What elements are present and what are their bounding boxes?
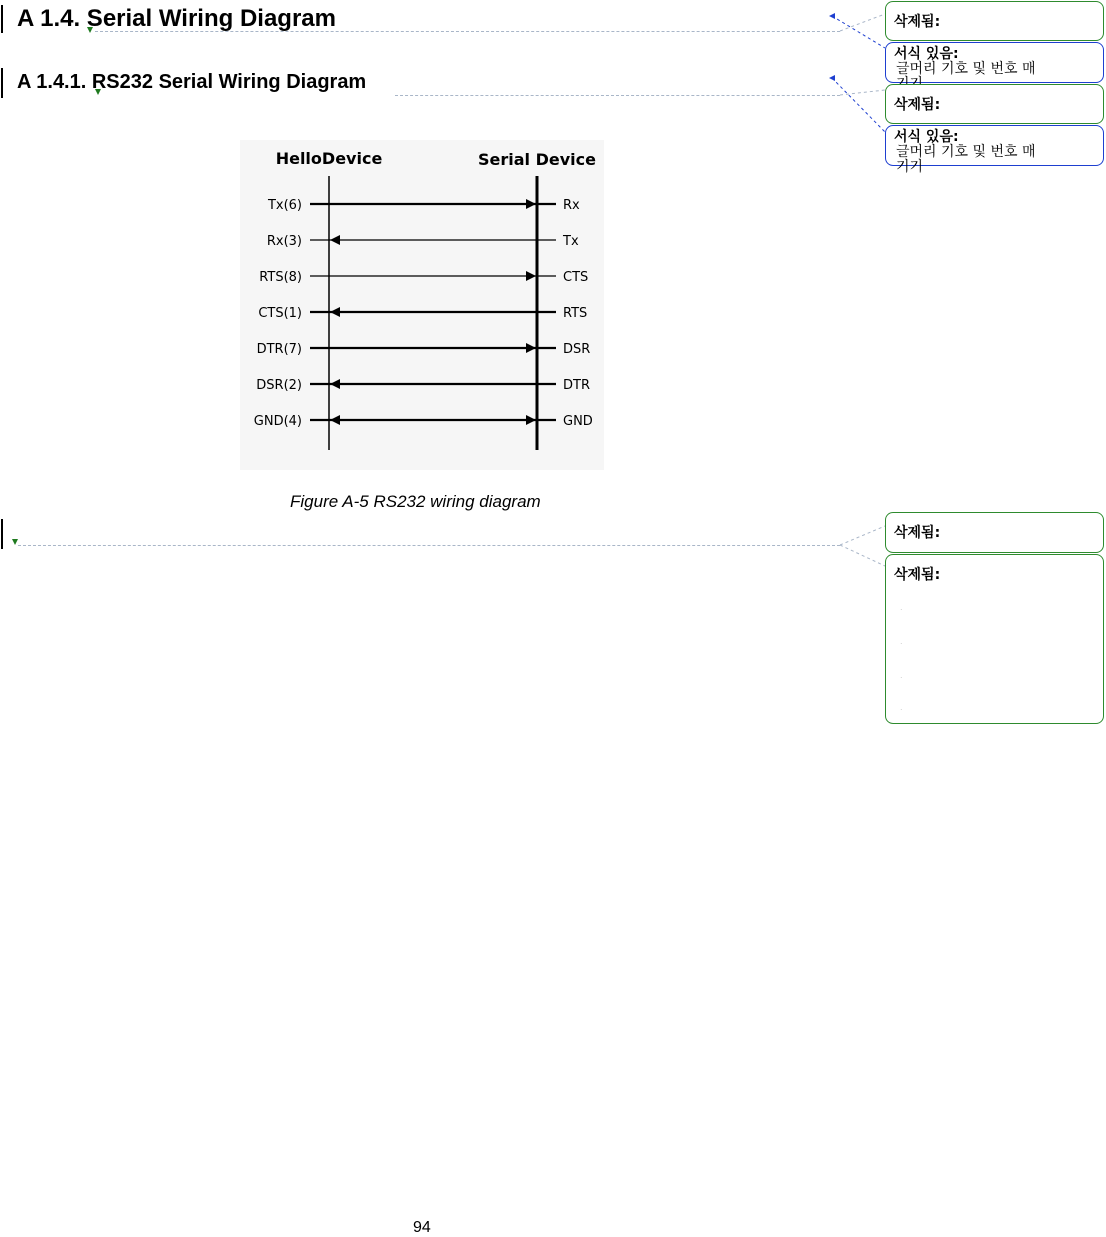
comment-label: 서식 있음: [894,46,959,62]
paragraph-mark: . [900,703,903,712]
left-pin-label: Tx(6) [267,198,302,213]
right-pin-label: DTR [563,378,590,393]
comment-balloon-formatting[interactable] [885,125,1104,175]
section-heading: A 1.4. Serial Wiring Diagram [17,5,336,32]
comment-label: 삭제됨: [894,525,941,541]
right-pin-label: Rx [563,198,580,213]
right-pin-label: DSR [563,342,591,357]
comment-balloon-deleted[interactable] [885,1,1104,41]
right-pin-label: Tx [563,234,579,249]
right-pin-label: CTS [563,270,589,285]
left-device-title: HelloDevice [275,149,383,168]
comment-label: 서식 있음: [894,129,959,145]
comment-balloon-deleted[interactable] [885,554,1104,724]
wiring-diagram [240,140,604,470]
left-pin-label: DTR(7) [256,342,302,357]
subsection-heading: A 1.4.1. RS232 Serial Wiring Diagram [17,71,367,93]
comment-text: 글머리 기호 및 번호 매기기 [896,144,1036,175]
left-pin-label: GND(4) [253,414,302,429]
left-pin-label: DSR(2) [256,378,302,393]
comment-label: 삭제됨: [894,14,941,30]
comment-label: 삭제됨: [894,567,941,583]
paragraph-mark: . [900,671,903,680]
right-device-title: Serial Device [478,150,596,169]
left-pin-label: CTS(1) [258,306,302,321]
left-pin-label: Rx(3) [266,234,302,249]
comment-text: 글머리 기호 및 번호 매 [896,61,1036,77]
page-number: 94 [413,1219,431,1236]
right-pin-label: RTS [563,306,588,321]
right-pin-label: GND [563,414,593,429]
comment-label: 삭제됨: [894,97,941,113]
paragraph-mark: . [900,637,903,646]
comment-balloon-deleted[interactable] [885,512,1104,553]
figure-caption: Figure A-5 RS232 wiring diagram [290,492,541,511]
comment-balloon-formatting[interactable] [885,42,1104,83]
comment-balloon-deleted[interactable] [885,84,1104,124]
left-pin-label: RTS(8) [259,270,302,285]
paragraph-mark: . [900,603,903,612]
